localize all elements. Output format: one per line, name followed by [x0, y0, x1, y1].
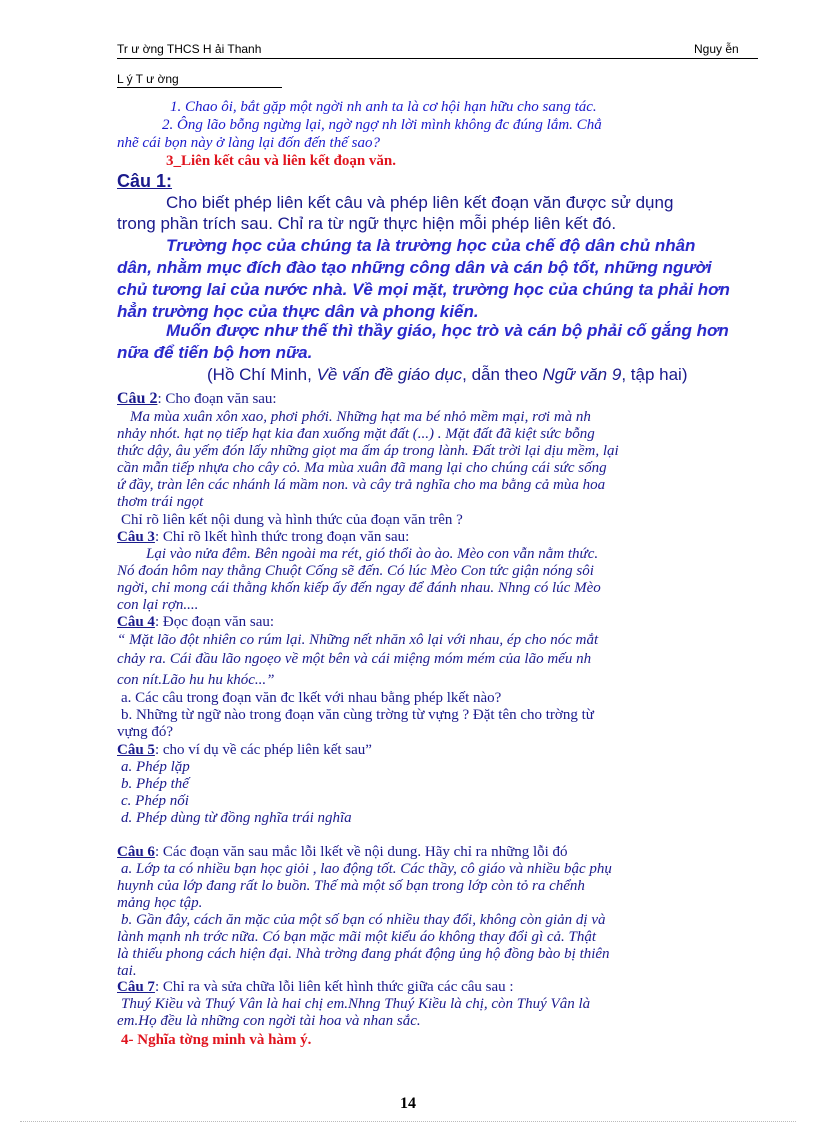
passage-line: là thiếu phong cách hiện đại. Nhà trờng đang phát động ủng hộ đồng bào bị thiên — [117, 946, 610, 962]
passage-line: lành mạnh nh trớc nữa. Có bạn mặc mãi một kiểu áo không thay đổi gì cả. Thật — [117, 929, 597, 945]
question-2-heading: Câu 2: Cho đoạn văn sau: — [117, 390, 277, 407]
excerpt-line: Muốn được như thế thì thầy giáo, học trò và cán bộ phải cố gắng hơn — [166, 321, 729, 340]
passage-line: a. Lớp ta có nhiều bạn học giỏi , lao động tốt. Các thầy, cô giáo và nhiều bậc phụ — [121, 861, 612, 877]
passage-line: Ma mùa xuân xôn xao, phơi phới. Những hạt ma bé nhỏ mềm mại, rơi mà nh — [130, 409, 591, 425]
section-4-heading: 4- Nghĩa tờng minh và hàm ý. — [121, 1032, 312, 1048]
question-4b-cont: vựng đó? — [117, 724, 174, 740]
section-3-heading: 3_Liên kết câu và liên kết đoạn văn. — [166, 153, 397, 169]
example-sentence-2-cont: nhẽ cái bọn này ở làng lại đốn đến thế sao? — [117, 135, 380, 151]
question-3-heading: Câu 3: Chỉ rõ lkết hình thức trong đoạn văn sau: — [117, 529, 410, 545]
question-4-heading: Câu 4: Đọc đoạn văn sau: — [117, 614, 275, 630]
passage-line: b. Gần đây, cách ăn mặc của một số bạn có nhiều thay đổi, không còn giản dị và — [121, 912, 606, 928]
passage-line: Thuý Kiều và Thuý Vân là hai chị em.Nhng Thuý Kiều là chị, còn Thuý Vân là — [121, 996, 591, 1012]
passage-line: thức dậy, âu yếm đón lấy những giọt ma ấm áp trong lành. Đất trời lại dịu mềm, lại — [117, 443, 619, 459]
excerpt-line: dân, nhằm mục đích đào tạo những công dân và cán bộ tốt, những người — [117, 258, 712, 277]
question-6-heading: Câu 6: Các đoạn văn sau mắc lỗi lkết về nội dung. Hãy chỉ ra những lỗi đó — [117, 844, 568, 860]
passage-line: em.Họ đều là những con ngời tài hoa và nhan sắc. — [117, 1013, 421, 1029]
excerpt-source: (Hồ Chí Minh, Về vấn đề giáo dục, dẫn theo Ngữ văn 9, tập hai) — [207, 365, 688, 384]
question-1-text: Cho biết phép liên kết câu và phép liên kết đoạn văn được sử dụng — [166, 193, 674, 212]
question-7-heading: Câu 7: Chỉ ra và sửa chữa lỗi liên kết hình thức giữa các câu sau : — [117, 979, 514, 995]
passage-line: con nít.Lão hu hu khóc...” — [117, 672, 275, 688]
question-4a: a. Các câu trong đoạn văn đc lkết với nhau bằng phép lkết nào? — [121, 690, 502, 706]
header-rule — [117, 58, 758, 59]
list-item: b. Phép thế — [121, 776, 189, 792]
excerpt-line: Trường học của chúng ta là trường học của chế độ dân chủ nhân — [166, 236, 696, 255]
passage-line: tai. — [117, 963, 137, 979]
excerpt-line: hẳn trường học của thực dân và phong kiến. — [117, 302, 479, 321]
passage-line: nhảy nhót. hạt nọ tiếp hạt kia đan xuống mặt đất (...) . Mặt đất đã kiệt sức bỗng — [117, 426, 595, 442]
passage-line: cần mẫn tiếp nhựa cho cây cỏ. Ma mùa xuân đã mang lại cho chúng cái sức sống — [117, 460, 607, 476]
passage-line: mảng học tập. — [117, 895, 203, 911]
header-school: Tr ư ờng THCS H ải Thanh — [117, 42, 262, 56]
passage-line: Lại vào nửa đêm. Bên ngoài ma rét, gió thổi ào ào. Mèo con vẫn nằm thức. — [146, 546, 599, 562]
passage-line: “ Mặt lão đột nhiên co rúm lại. Những nết nhăn xô lại với nhau, ép cho nóc mắt — [117, 632, 599, 648]
list-item: c. Phép nối — [121, 793, 189, 809]
example-sentence-2: 2. Ông lão bỗng ngừng lại, ngờ ngợ nh lời mình không đc đúng lắm. Chẳ — [162, 117, 602, 133]
header-author-second: L ý T ư ờng — [117, 72, 179, 86]
question-1-text-cont: trong phần trích sau. Chỉ ra từ ngữ thực hiện mỗi phép liên kết đó. — [117, 214, 617, 233]
question-1-label: Câu 1: — [117, 171, 173, 191]
excerpt-line: chủ tương lai của nước nhà. Về mọi mặt, trường học của chúng ta phải hơn — [117, 280, 730, 299]
footer-dotted-rule — [20, 1121, 796, 1122]
header-rule-short — [117, 87, 282, 88]
question-2-prompt: Chỉ rõ liên kết nội dung và hình thức của đoạn văn trên ? — [121, 512, 463, 528]
passage-line: thơm trái ngọt — [117, 494, 204, 510]
passage-line: huynh của lớp đang rất lo buồn. Thế mà một số bạn trong lớp còn tỏ ra chểnh — [117, 878, 585, 894]
passage-line: Nó đoán hôm nay thằng Chuột Cống sẽ đến. Có lúc Mèo Con tức giận nóng sôi — [117, 563, 594, 579]
passage-line: chảy ra. Cái đầu lão ngoẹo về một bên và cái miệng móm mém của lão mếu nh — [117, 651, 592, 667]
passage-line: ứ đầy, tràn lên các nhánh lá mầm non. và cây trả nghĩa cho ma bằng cả mùa hoa — [117, 477, 606, 493]
question-5-heading: Câu 5: cho ví dụ về các phép liên kết sau” — [117, 742, 372, 758]
list-item: a. Phép lặp — [121, 759, 190, 775]
question-4b: b. Những từ ngữ nào trong đoạn văn cùng trờng từ vựng ? Đặt tên cho trờng từ — [121, 707, 594, 723]
page-number: 14 — [400, 1095, 416, 1112]
passage-line: ngời, chỉ mong cái thằng khốn kiếp ấy đến ngay để đánh nhau. Nhng có lúc Mèo — [117, 580, 601, 596]
example-sentence-1: 1. Chao ôi, bắt gặp một ngời nh anh ta là cơ hội hạn hữu cho sang tác. — [170, 99, 597, 115]
header-author-first: Nguy ễn — [694, 42, 739, 56]
excerpt-line: nữa để tiến bộ hơn nữa. — [117, 343, 313, 362]
list-item: d. Phép dùng từ đồng nghĩa trái nghĩa — [121, 810, 352, 826]
passage-line: con lại rợn.... — [117, 597, 199, 613]
